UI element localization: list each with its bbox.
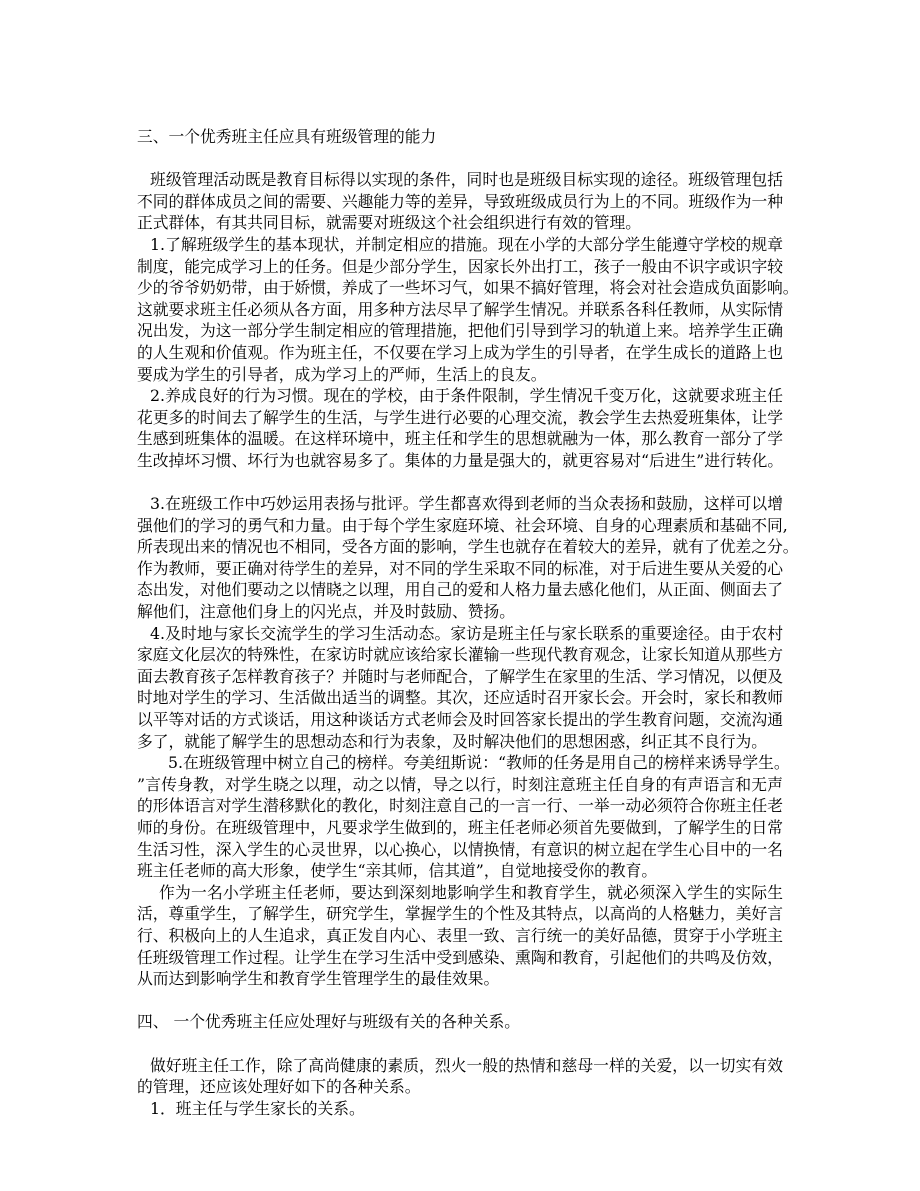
- spacer: [137, 148, 783, 170]
- text-line: 的人生观和价值观。作为班主任，不仅要在学习上成为学生的引导者，在学生成长的道路上也: [137, 342, 783, 362]
- text-line: 做好班主任工作，除了高尚健康的素质，烈火一般的热情和慈母一样的关爱，以一切实有效: [150, 1055, 783, 1075]
- text-line: 5.在班级管理中树立自己的榜样。夸美纽斯说：“教师的任务是用自己的榜样来诱导学生。: [168, 753, 790, 773]
- text-line: 4.及时地与家长交流学生的学习生活动态。家访是班主任与家长联系的重要途径。由于农村: [150, 623, 783, 643]
- text-line: 解他们，注意他们身上的闪光点，并及时鼓励、赞扬。: [137, 602, 515, 622]
- text-line: 3.在班级工作中巧妙运用表扬与批评。学生都喜欢得到老师的当众表扬和鼓励，这样可以增: [150, 494, 783, 514]
- text-line: 时地对学生的学习、生活做出适当的调整。其次，还应适时召开家长会。开会时，家长和教师: [137, 688, 783, 708]
- section-three: [137, 126, 799, 1011]
- spacer: [137, 472, 783, 494]
- paragraph: [137, 169, 783, 234]
- text-line: 的形体语言对学生潜移默化的教化，时刻注意自己的一言一行、一举一动必须符合你班主任老: [137, 796, 783, 816]
- paragraph: [137, 493, 799, 623]
- text-line: 花更多的时间去了解学生的生活，与学生进行必要的心理交流，教会学生去热爱班集体，让学: [137, 407, 783, 427]
- text-line: 1．班主任与学生家长的关系。: [150, 1098, 365, 1118]
- text-line: 多了，就能了解学生的思想动态和行为表象，及时解决他们的思想困惑，纠正其不良行为。: [137, 731, 767, 751]
- text-line: 不同的群体成员之间的需要、兴趣能力等的差异，导致班级成员行为上的不同。班级作为一种: [137, 191, 783, 211]
- text-line: 家庭文化层次的特殊性，在家访时就应该给家长灌输一些现代教育观念，让家长知道从那些方: [137, 645, 783, 665]
- text-line: 这就要求班主任必须从各方面，用多种方法尽早了解学生情况。并联系各科任教师，从实际情: [137, 299, 783, 319]
- paragraph: [137, 1098, 783, 1120]
- text-line: 活，尊重学生，了解学生，研究学生，掌握学生的个性及其特点，以高尚的人格魅力，美好言: [137, 904, 783, 924]
- section-heading: 四、 一个优秀班主任应处理好与班级有关的各种关系。: [137, 1012, 521, 1032]
- text-line: 任班级管理工作过程。让学生在学习生活中受到感染、熏陶和教育，引起他们的共鸣及仿效，: [137, 947, 783, 967]
- text-line: 师的身份。在班级管理中，凡要求学生做到的，班主任老师必须首先要做到，了解学生的日常: [137, 818, 783, 837]
- text-line: 况出发，为这一部分学生制定相应的管理措施，把他们引导到学习的轨道上来。培养学生正确: [137, 321, 783, 341]
- text-line: 以平等对话的方式谈话，用这种谈话方式老师会及时回答家长提出的学生教育问题，交流沟通: [137, 710, 783, 730]
- section-four: [137, 1011, 783, 1119]
- text-line: 强他们的学习的勇气和力量。由于每个学生家庭环境、社会环境、自身的心理素质和基础不同,: [137, 515, 788, 535]
- paragraph: [137, 623, 783, 753]
- text-line: 所表现出来的情况也不相同，受各方面的影响，学生也就存在着较大的差异，就有了优差之分。: [137, 537, 799, 557]
- paragraph: [137, 882, 783, 990]
- text-line: 制度，能完成学习上的任务。但是少部分学生，因家长外出打工，孩子一般由不识字或识字较: [137, 256, 783, 276]
- text-line: 少的爷爷奶奶带，由于娇惯，养成了一些坏习气，如果不搞好管理，将会对社会造成负面影响。: [137, 278, 799, 298]
- text-line: 的管理，还应该处理好如下的各种关系。: [137, 1077, 421, 1097]
- text-line: 作为教师，要正确对待学生的差异，对不同的学生采取不同的标准，对于后进生要从关爱的心: [137, 558, 783, 578]
- text-line: 生改掉坏习惯、坏行为也就容易多了。集体的力量是强大的，就更容易对“后进生”进行转化。: [137, 450, 784, 470]
- text-line: 生感到班集体的温暖。在这样环境中，班主任和学生的思想就融为一体，那么教育一部分了学: [137, 429, 783, 449]
- spacer: [137, 1033, 783, 1055]
- text-line: 生活习性，深入学生的心灵世界，以心换心，以情换情，有意识的树立起在学生心目中的一名: [137, 839, 783, 859]
- paragraph: [137, 234, 799, 385]
- text-line: 要成为学生的引导者，成为学习上的严师，生活上的良友。: [137, 364, 547, 384]
- text-line: 从而达到影响学生和教育学生管理学生的最佳效果。: [137, 969, 500, 989]
- text-line: 正式群体，有其共同目标，就需要对班级这个社会组织进行有效的管理。: [137, 213, 641, 233]
- paragraph: [137, 752, 790, 882]
- text-line: 面去教育孩子怎样教育孩子？并随时与老师配合，了解学生在家里的生活、学习情况，以便及: [137, 666, 783, 686]
- text-line: 班主任老师的高大形象，使学生“亲其师，信其道”，自觉地接受你的教育。: [137, 861, 658, 881]
- paragraph: [137, 385, 783, 471]
- text-line: 班级管理活动既是教育目标得以实现的条件，同时也是班级目标实现的途径。班级管理包括: [150, 170, 783, 190]
- text-line: 作为一名小学班主任老师，要达到深刻地影响学生和教育学生，就必须深入学生的实际生: [159, 882, 783, 902]
- document-body: [137, 126, 799, 1119]
- paragraph: [137, 1055, 783, 1098]
- text-line: ”言传身教，对学生晓之以理，动之以情，导之以行，时刻注意班主任自身的有声语言和无声: [137, 774, 783, 794]
- text-line: 1.了解班级学生的基本现状，并制定相应的措施。现在小学的大部分学生能遵守学校的规章: [150, 234, 783, 254]
- text-line: 行、积极向上的人生追求，真正发自内心、表里一致、言行统一的美好品德，贯穿于小学班主: [137, 925, 783, 945]
- section-heading: 三、一个优秀班主任应具有班级管理的能力: [137, 127, 437, 146]
- spacer: [137, 990, 783, 1012]
- text-line: 2.养成良好的行为习惯。现在的学校，由于条件限制，学生情况千变万化，这就要求班主任: [150, 386, 783, 406]
- text-line: 态出发，对他们要动之以情晓之以理，用自己的爱和人格力量去感化他们，从正面、侧面去了: [137, 580, 783, 600]
